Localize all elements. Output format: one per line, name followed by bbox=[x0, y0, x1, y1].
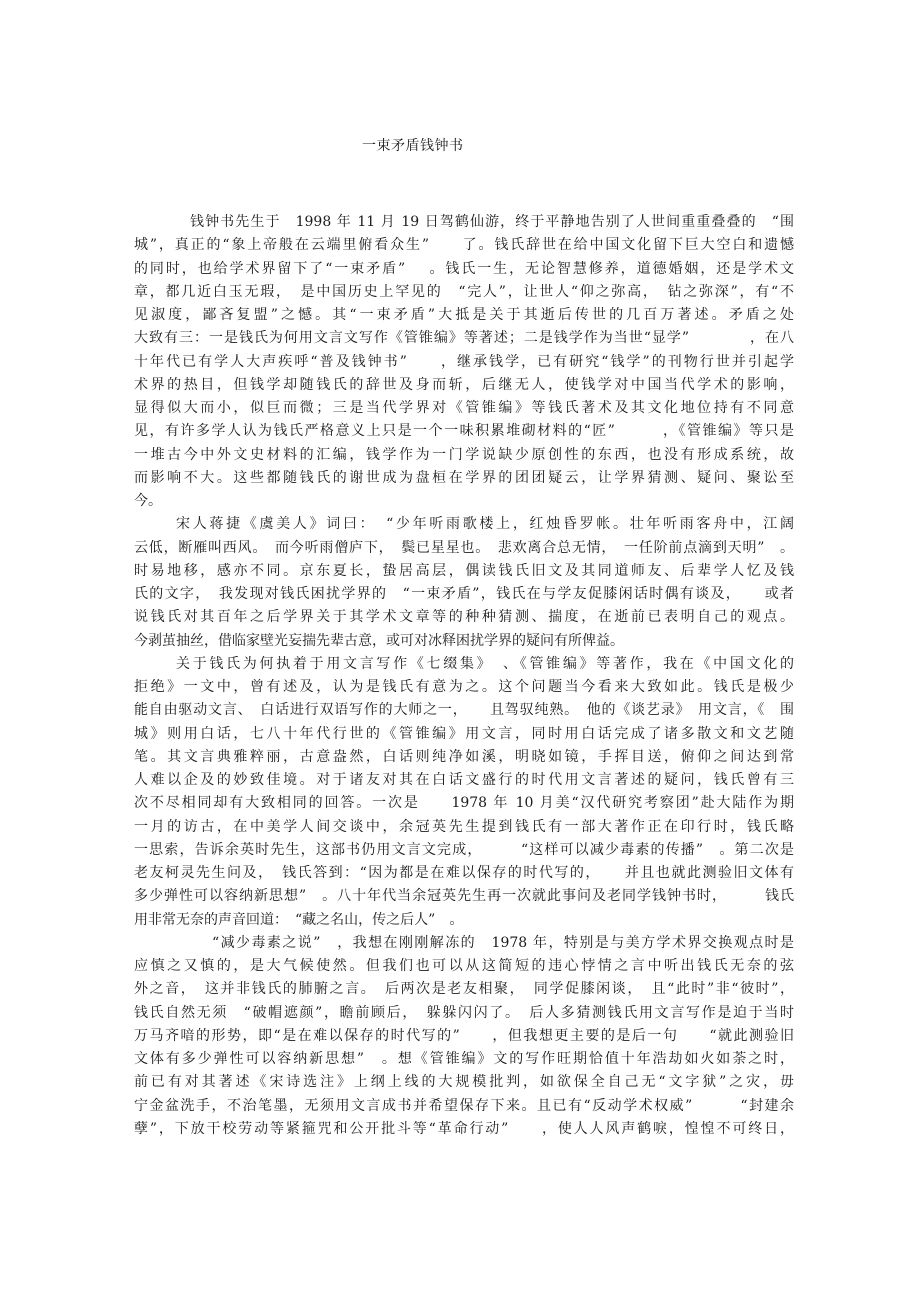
text-line: 大致有三：一是钱氏为何用文言文写作《管锥编》等著述；二是钱学作为当世“显学” ，在八 bbox=[134, 330, 794, 347]
text-line: 见淑度，鄙吝复盟”之憾。其“一束矛盾”大抵是关于其逝后传世的几百万著述。矛盾之处 bbox=[134, 307, 794, 323]
text-line: 见，有许多学人认为钱氏严格意义上只是一个一味积累堆砌材料的“匠” ，《管锥编》等只是 bbox=[134, 423, 794, 440]
text-line: “减少毒素之说” ，我想在刚刚解冻的 1978 年，特别是与美方学术界交换观点时是 bbox=[212, 934, 794, 951]
text-line: 笔。其文言典雅粹丽，古意盎然，白话则纯净如溪，明晓如镜，手挥目送，俯仰之间达到常 bbox=[134, 748, 794, 765]
text-line: 万马齐喑的形势，即“是在难以保存的时代写的” ，但我想更主要的是后一句 “就此测验旧 bbox=[134, 1027, 794, 1044]
text-line: 十年代已有学人大声疾呼“普及钱钟书” ，继承钱学，已有研究“钱学”的刊物行世并引起学 bbox=[134, 353, 794, 370]
text-line: 文体有多少弹性可以容纳新思想” 。想《管锥编》文的写作旺期恰值十年浩劫如火如荼之时， bbox=[134, 1051, 794, 1067]
text-line: 前已有对其著述《宋诗选注》上纲上线的大规模批判，如欲保全自己无“文字狱”之灾，毋 bbox=[134, 1074, 794, 1091]
text-line: 钱钟书先生于 1998 年 11 月 19 日驾鹤仙游，终于平静地告别了人世间重重叠叠的 “围 bbox=[190, 214, 794, 230]
text-line: 关于钱氏为何执着于用文言写作《七缀集》 、《管锥编》等著作，我在《中国文化的 bbox=[176, 655, 794, 672]
text-line: 而影响不大。这些都随钱氏的谢世成为盘桓在学界的团团疑云，让学界猜测、疑问、聚讼至 bbox=[134, 469, 794, 486]
text-line: 人难以企及的妙致佳境。对于诸友对其在白话文盛行的时代用文言著述的疑问，钱氏曾有三 bbox=[134, 772, 794, 788]
text-line: 今剥茧抽丝，借临家壁光妄揣先辈古意，或可对冰释困扰学界的疑问有所俾益。 bbox=[134, 632, 624, 649]
text-line: 宋人蒋捷《虞美人》词曰： “少年听雨歌楼上，红烛昏罗帐。壮年听雨客舟中，江阔 bbox=[176, 516, 794, 533]
text-line: 氏的文字， 我发现对钱氏困扰学界的 “一束矛盾”，钱氏在与学友促膝闲话时偶有谈及， 或者 bbox=[134, 586, 794, 602]
text-line: 一堆古今中外文史材料的汇编，钱学作为一门学说缺少原创性的东西，也没有形成系统，故 bbox=[134, 446, 794, 463]
text-line: 城”，真正的“象上帝般在云端里俯看众生” 了。钱氏辞世在给中国文化留下巨大空白和遗憾 bbox=[134, 237, 794, 254]
text-line: 宁金盆洗手，不治笔墨，无须用文言成书并希望保存下来。且已有“反动学术权威” “封建余 bbox=[134, 1097, 794, 1114]
text-line: 多少弹性可以容纳新思想” 。八十年代当余冠英先生再一次就此事问及老同学钱钟书时， 钱氏 bbox=[134, 888, 794, 905]
text-line: 时易地移，感亦不同。京东夏长，蛰居高层，偶读钱氏旧文及其同道师友、后辈学人忆及钱 bbox=[134, 562, 794, 579]
text-line: 能自由驱动文言、 白话进行双语写作的大师之一， 且驾驭纯熟。 他的《谈艺录》 用文言，《 围 bbox=[134, 702, 794, 719]
text-line: 孽”，下放干校劳动等紧箍咒和公开批斗等“革命行动” ，使人人风声鹤唳，惶惶不可终日， bbox=[134, 1120, 794, 1137]
text-line: 用非常无奈的声音回道： “藏之名山，传之后人” 。 bbox=[134, 911, 464, 928]
text-line: 应慎之又慎的，是大气候使然。但我们也可以从这简短的违心悖情之言中听出钱氏无奈的弦 bbox=[134, 958, 794, 974]
text-line: 钱氏自然无须 “破帽遮颜”，瞻前顾后， 躲躲闪闪了。 后人多猜测钱氏用文言写作是迫于当时 bbox=[134, 1004, 794, 1021]
text-line: 一思索，告诉余英时先生，这部书仍用文言文完成， “这样可以减少毒素的传播” 。第二次是 bbox=[134, 841, 794, 858]
text-line: 城》则用白话，七八十年代行世的《管锥编》用文言，同时用白话完成了诸多散文和文艺随 bbox=[134, 725, 794, 742]
text-line: 次不尽相同却有大致相同的回答。一次是 1978 年 10 月美“汉代研究考察团”赴大陆作为期 bbox=[134, 795, 794, 812]
text-line: 外之音， 这并非钱氏的肺腑之言。 后两次是老友相聚， 同学促膝闲谈， 且“此时”非“彼时”， bbox=[134, 981, 794, 998]
text-line: 术界的热目，但钱学却随钱氏的辞世及身而斩，后继无人，使钱学对中国当代学术的影响， bbox=[134, 376, 794, 393]
text-line: 老友柯灵先生问及， 钱氏答到：“因为都是在难以保存的时代写的， 并且也就此测验旧文体有 bbox=[134, 865, 794, 881]
text-line: 的同时，也给学术界留下了“一束矛盾” 。钱氏一生，无论智慧修养，道德婚姻，还是学术文 bbox=[134, 260, 794, 277]
text-line: 章，都几近白玉无瑕， 是中国历史上罕见的 “完人”，让世人“仰之弥高， 钻之弥深”，有“不 bbox=[134, 283, 794, 300]
text-line: 今。 bbox=[134, 493, 162, 509]
text-line: 一月的访古，在中美学人间交谈中，余冠英先生提到钱氏有一部大著作正在印行时，钱氏略 bbox=[134, 818, 794, 835]
text-line: 显得似大而小，似巨而微；三是当代学界对《管锥编》等钱氏著术及其文化地位持有不同意 bbox=[134, 400, 794, 416]
text-line: 说钱氏对其百年之后学界关于其学术文章等的种种猜测、揣度，在逝前已表明自己的观点。 bbox=[134, 609, 794, 626]
text-line: 云低，断雁叫西风。 而今听雨僧庐下， 鬓已星星也。 悲欢离合总无情， 一任阶前点滴到天明” 。 bbox=[134, 539, 794, 556]
document-title: 一束矛盾钱钟书 bbox=[362, 138, 464, 154]
document-body bbox=[134, 211, 794, 1141]
text-line: 拒绝》一文中，曾有述及，认为是钱氏有意为之。这个问题当今看来大致如此。钱氏是极少 bbox=[134, 679, 794, 695]
